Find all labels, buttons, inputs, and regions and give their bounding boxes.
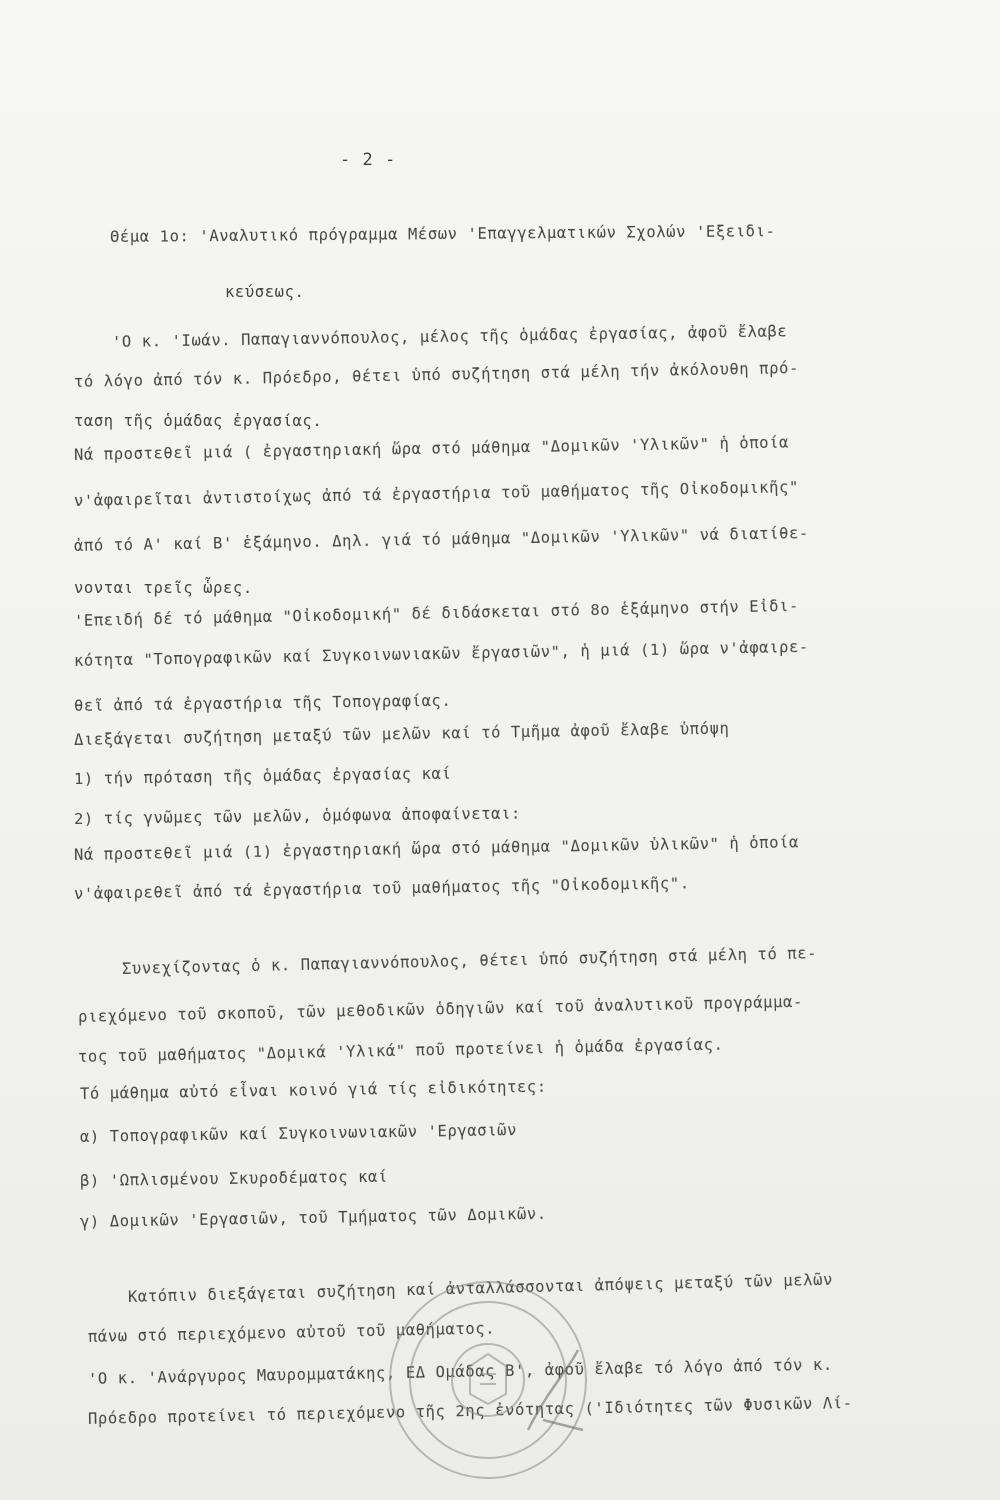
text-line: Διεξάγεται συζήτηση μεταξύ τῶν μελῶν καί τό Τμῆμα ἀφοῦ ἔλαβε ὑπόψη <box>73 719 730 749</box>
text-line: θεῖ ἀπό τά ἐργαστήρια τῆς Τοπογραφίας. <box>73 691 452 715</box>
text-line: Κατόπιν διεξάγεται συζήτηση καί ἀνταλλάσσονται ἀπόψεις μεταξύ τῶν μελῶν <box>127 1270 834 1306</box>
text-line: 'Ο κ. 'Ανάργυρος Μαυρομματάκης, ΕΔ Ομάδας Β', ἀφοῦ ἔλαβε τό λόγο ἀπό τόν κ. <box>87 1355 833 1388</box>
text-line: β) 'Ωπλισμένου Σκυροδέματος καί <box>79 1167 388 1190</box>
text-line: τος τοῦ μαθήματος "Δομικά 'Υλικά" ποῦ προτείνει ἡ ὁμάδα ἐργασίας. <box>77 1035 724 1066</box>
text-line: Νά προστεθεῖ μιά (1) ἐργαστηριακή ὥρα στό μάθημα "Δομικῶν ὑλικῶν" ἡ ὁποία <box>73 833 800 864</box>
text-line: πάνω στό περιεχόμενο αὐτοῦ τοῦ μαθήματος. <box>87 1319 496 1346</box>
text-line: κεύσεως. <box>225 283 305 301</box>
text-line: νονται τρεῖς ὧρες. <box>74 579 253 597</box>
text-line: γ) Δομικῶν 'Εργασιῶν, τοῦ Τμήματος τῶν Δομικῶν. <box>79 1204 547 1231</box>
text-line: 'Επειδή δέ τό μάθημα "Οἰκοδομική" δέ διδάσκεται στό 8ο ἑξάμηνο στήν Εἰδι- <box>73 596 800 630</box>
text-line: ἀπό τό Α' καί Β' ἑξάμηνο. Δηλ. γιά τό μάθημα "Δομικῶν 'Υλικῶν" νά διατίθε- <box>73 524 809 555</box>
text-line: Τό μάθημα αὐτό εἶναι κοινό γιά τίς εἰδικότητες: <box>79 1077 547 1103</box>
text-line: α) Τοπογραφικῶν καί Συγκοινωνιακῶν 'Εργασιῶν <box>79 1121 518 1146</box>
text-line: ριεχόμενο τοῦ σκοποῦ, τῶν μεθοδικῶν ὁδηγιῶν καί τοῦ ἀναλυτικοῦ προγράμμα- <box>77 992 804 1026</box>
text-line: 2) τίς γνῶμες τῶν μελῶν, ὁμόφωνα ἀποφαίνεται: <box>73 804 522 828</box>
text-line: ν'ἀφαιρεθεῖ ἀπό τά ἐργαστήρια τοῦ μαθήματος τῆς "Οἰκοδομικῆς". <box>73 874 690 903</box>
text-line: ν'ἀφαιρεῖται ἀντιστοίχως ἀπό τά ἐργαστήρια τοῦ μαθήματος τῆς Οἰκοδομικῆς" <box>73 478 800 510</box>
text-line: Συνεχίζοντας ὁ κ. Παπαγιαννόπουλος, θέτει ὑπό συζήτηση στά μέλη τό πε- <box>121 944 818 978</box>
page-number: - 2 - <box>340 150 397 170</box>
text-line: Θέμα 1ο: 'Αναλυτικό πρόγραμμα Μέσων 'Επαγγελματικών Σχολών 'Εξειδι- <box>109 222 776 246</box>
text-line: Νά προστεθεῖ μιά ( ἐργαστηριακή ὥρα στό μάθημα "Δομικῶν 'Υλικῶν" ἡ ὁποία <box>73 433 790 464</box>
text-line: ταση τῆς ὁμάδας ἐργασίας. <box>74 412 323 430</box>
official-seal-stamp <box>378 1270 598 1490</box>
text-line: 1) τήν πρόταση τῆς ὁμάδας ἐργασίας καί <box>73 764 452 788</box>
text-line: κότητα "Τοπογραφικῶν καί Συγκοινωνιακῶν ἔργασιῶν", ἡ μιά (1) ὥρα ν'ἀφαιρε- <box>73 637 809 670</box>
text-line: 'Ο κ. 'Ιωάν. Παπαγιαννόπουλος, μέλος τῆς ὁμάδας ἐργασίας, ἀφοῦ ἔλαβε <box>111 322 788 351</box>
text-line: τό λόγο ἀπό τόν κ. Πρόεδρο, θέτει ὑπό συζήτηση στά μέλη τήν ἀκόλουθη πρό- <box>73 359 800 391</box>
text-line: Πρόεδρο προτείνει τό περιεχόμενο τῆς 2ης ἐνότητας ('Ιδιότητες τῶν Φυσικῶν Λί- <box>87 1393 853 1428</box>
